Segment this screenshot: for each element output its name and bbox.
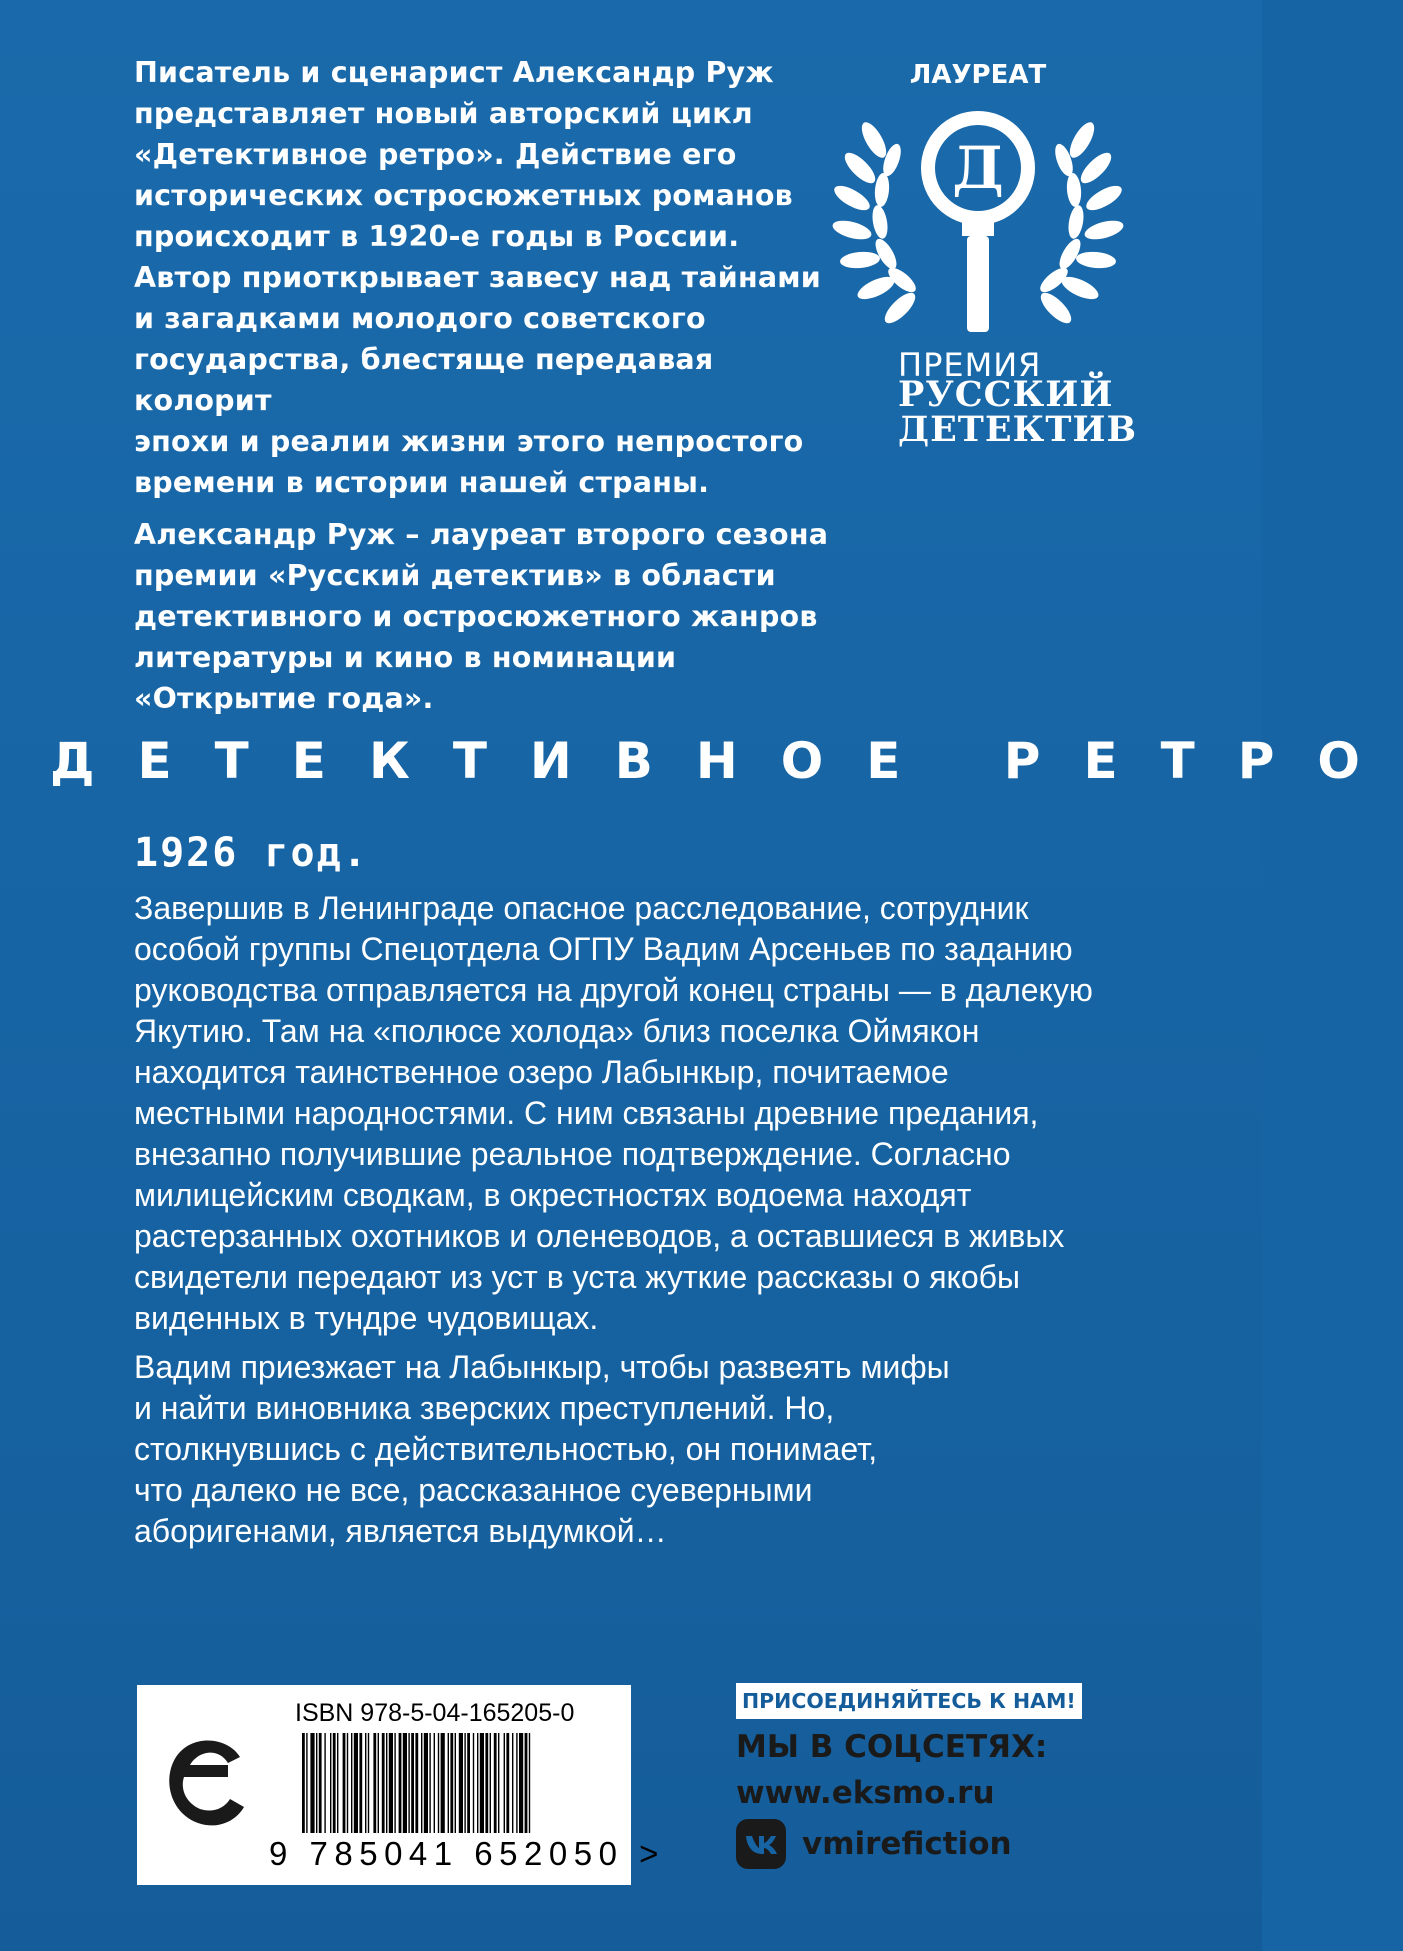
isbn-label: ISBN 978-5-04-165205-0 xyxy=(295,1699,575,1727)
barcode-digits: 9 785041 652050 > xyxy=(269,1835,665,1872)
intro-paragraph-1: Писатель и сценарист Александр Руж представляет новый авторский цикл «Детективное ретро». Действие его исторических остросюжетных романов происходит в 1920-е годы в России. Автор приоткрывает завесу над тайнами и загадками молодого советского государства, блестяще передавая колорит эпохи и реалии жизни этого непростого времени в истории нашей страны. xyxy=(134,56,821,499)
award-premia-label: ПРЕМИЯ xyxy=(898,346,1042,384)
join-banner: ПРИСОЕДИНЯЙТЕСЬ К НАМ! xyxy=(736,1683,1082,1719)
emblem-letter: Д xyxy=(952,134,1004,202)
laurel-magnifier-icon xyxy=(812,50,1152,350)
barcode-panel xyxy=(137,1685,665,1885)
vk-row[interactable] xyxy=(736,1819,1146,1869)
publisher-logo-icon xyxy=(162,1727,252,1837)
award-name: РУССКИЙ ДЕТЕКТИВ xyxy=(898,374,1138,450)
vk-icon xyxy=(736,1819,786,1869)
author-intro xyxy=(134,52,834,730)
social-block xyxy=(736,1683,1146,1869)
award-top-label: ЛАУРЕАТ xyxy=(909,60,1047,90)
synopsis xyxy=(134,888,1144,1560)
award-emblem xyxy=(812,50,1152,460)
website-link[interactable]: www.eksmo.ru xyxy=(736,1775,995,1811)
social-networks-label: МЫ В СОЦСЕТЯХ: xyxy=(736,1729,1048,1765)
synopsis-paragraph-1: Завершив в Ленинграде опасное расследование, сотрудник особой группы Спецотдела ОГПУ Вадим Арсеньев по заданию руководства отправляется на другой конец страны — в далекую Якутию. Там на «полюсе холода» близ поселка Оймякон находится таинственное озеро Лабынкыр, почитаемое местными народностями. С ним связаны древние предания, внезапно получившие реальное подтверждение. Согласно милицейским сводкам, в окрестностях водоема находят растерзанных охотников и оленеводов, а оставшиеся в живых свидетели передают из уст в уста жуткие рассказы о якобы виденных в тундре чудовищах. xyxy=(134,890,1093,1336)
series-title: ДЕТЕКТИВНОЕ РЕТРО xyxy=(50,732,1403,790)
synopsis-year: 1926 год. xyxy=(134,830,369,876)
synopsis-paragraph-2: Вадим приезжает на Лабынкыр, чтобы развеять мифы и найти виновника зверских преступлений. Но, столкнувшись с действительностью, он понимает, что далеко не все, рассказанное суеверными аборигенами, является выдумкой… xyxy=(134,1349,950,1549)
vk-handle: vmirefiction xyxy=(802,1826,1012,1862)
intro-paragraph-2: Александр Руж – лауреат второго сезона премии «Русский детектив» в области детективного и остросюжетного жанров литературы и кино в номинации «Открытие года». xyxy=(134,518,829,715)
barcode-bars xyxy=(300,1733,610,1833)
